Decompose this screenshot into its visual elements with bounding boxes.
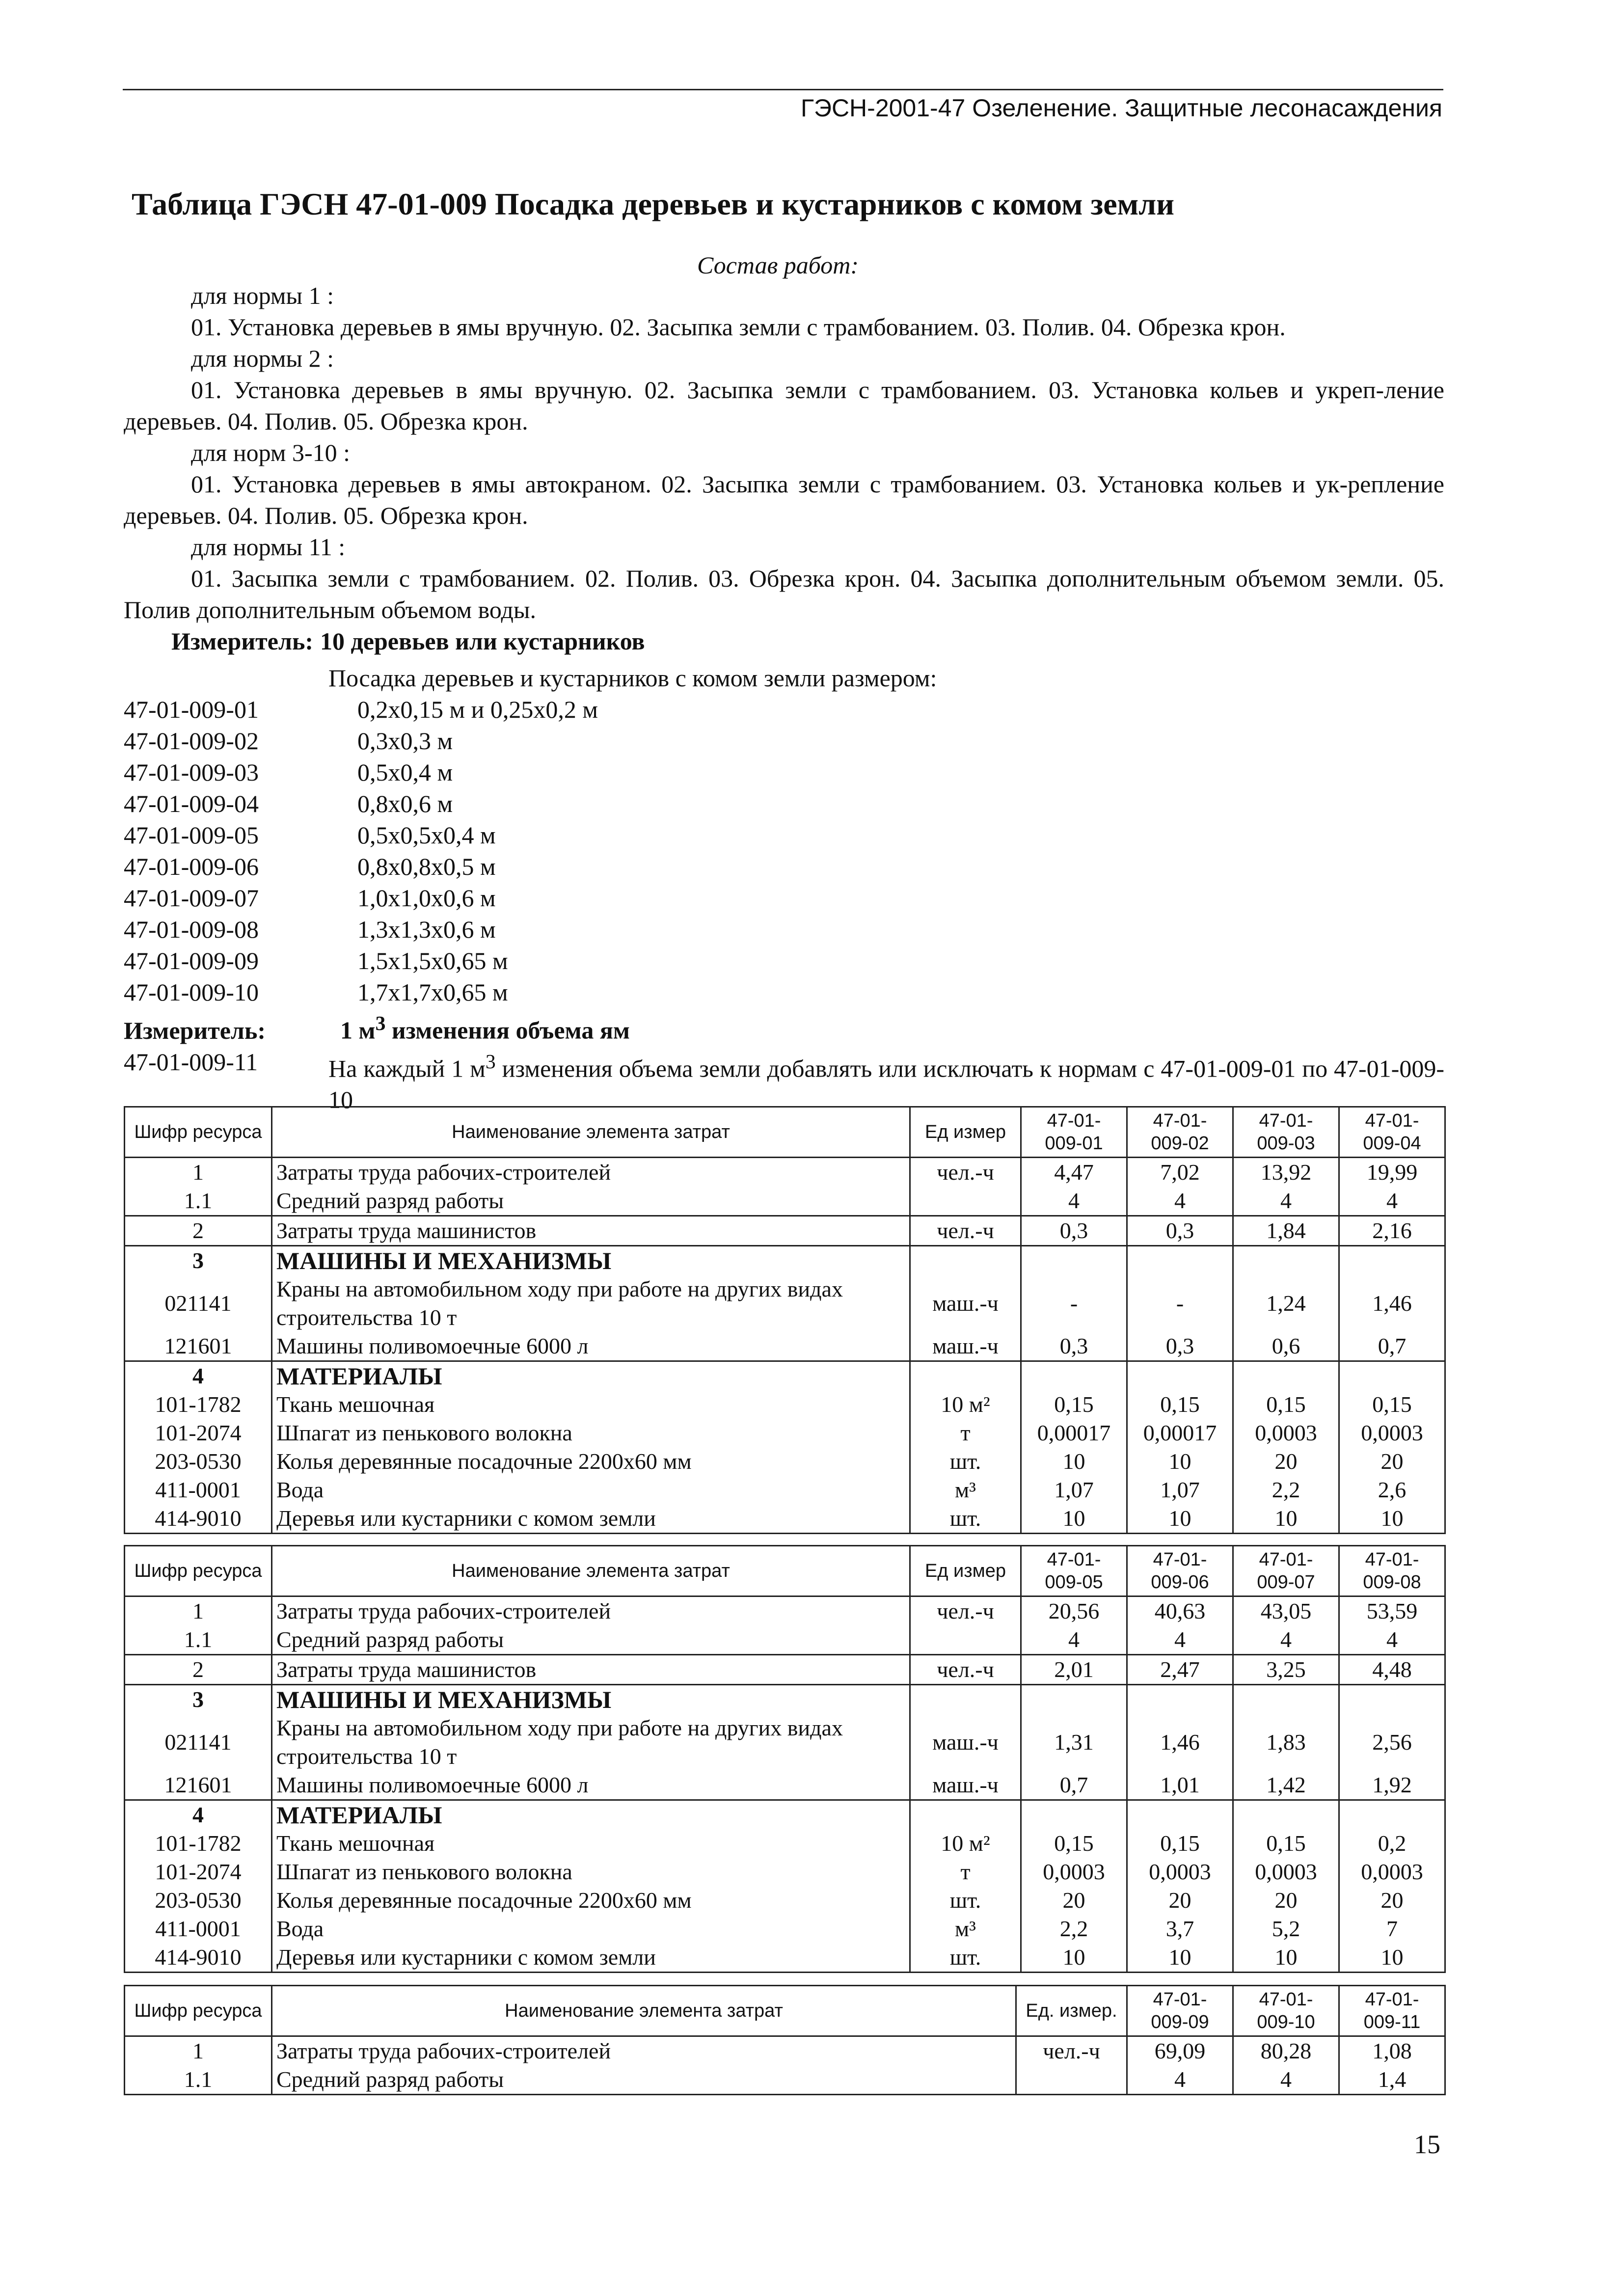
norm-value: 3,7 bbox=[1127, 1915, 1233, 1943]
unit: шт. bbox=[910, 1504, 1021, 1534]
norm-value: 0,0003 bbox=[1021, 1858, 1127, 1886]
cost-element-name: Ткань мешочная bbox=[272, 1390, 910, 1419]
norm-code: 47-01-009-01 bbox=[124, 696, 259, 723]
norm-value: 20 bbox=[1339, 1886, 1445, 1915]
cost-element-name: Колья деревянные посадочные 2200х60 мм bbox=[272, 1886, 910, 1915]
norm-value bbox=[1233, 1800, 1339, 1830]
norm-value: 20,56 bbox=[1021, 1596, 1127, 1626]
unit bbox=[910, 1246, 1021, 1275]
cost-element-name: МАШИНЫ И МЕХАНИЗМЫ bbox=[272, 1246, 910, 1275]
norm-value: 10 bbox=[1127, 1943, 1233, 1973]
unit: 10 м² bbox=[910, 1390, 1021, 1419]
norm-code: 47-01-009-02 bbox=[124, 727, 259, 755]
unit: т bbox=[910, 1419, 1021, 1447]
norm-value: 10 bbox=[1339, 1943, 1445, 1973]
norm-value bbox=[1339, 1685, 1445, 1714]
norm-value: 69,09 bbox=[1127, 2036, 1233, 2066]
works-description: 01. Установка деревьев в ямы вручную. 02. Засыпка земли с трамбованием. 03. Полив. 04. Обрезка крон. bbox=[191, 313, 1286, 341]
table-row bbox=[125, 1886, 1445, 1915]
norm-value: 20 bbox=[1233, 1886, 1339, 1915]
norm-value: 0,7 bbox=[1021, 1771, 1127, 1800]
norm-value: 0,7 bbox=[1339, 1332, 1445, 1361]
table-row bbox=[125, 1596, 1445, 1626]
resource-code: 101-1782 bbox=[125, 1829, 272, 1858]
header-resource-code: Шифр ресурса bbox=[125, 1546, 272, 1596]
header-norm-code: 47-01- 009-07 bbox=[1233, 1546, 1339, 1596]
norm-value bbox=[1233, 1246, 1339, 1275]
norm-value: 4 bbox=[1127, 1187, 1233, 1216]
norm-value bbox=[1339, 1800, 1445, 1830]
table-row bbox=[125, 1275, 1445, 1332]
cost-element-name: Затраты труда рабочих-строителей bbox=[272, 1158, 910, 1187]
table-row bbox=[125, 1771, 1445, 1800]
norm-value bbox=[1021, 1361, 1127, 1391]
resource-code: 4 bbox=[125, 1361, 272, 1391]
header-unit: Ед. измер. bbox=[1016, 1986, 1127, 2036]
cost-element-name: Шпагат из пенькового волокна bbox=[272, 1419, 910, 1447]
norm-size: 0,3х0,3 м bbox=[357, 727, 453, 755]
cost-element-name: Деревья или кустарники с комом земли bbox=[272, 1943, 910, 1973]
cost-element-name: Средний разряд работы bbox=[272, 1625, 910, 1655]
norm-value: 4 bbox=[1233, 1187, 1339, 1216]
unit bbox=[910, 1361, 1021, 1391]
table-row bbox=[125, 2065, 1445, 2095]
header-norm-code: 47-01- 009-02 bbox=[1127, 1107, 1233, 1158]
note-text-rest: изменения объема земли добавлять или исключать к нормам с 47-01-009-01 по 47-01-009-10 bbox=[328, 1055, 1444, 1114]
table-header-row bbox=[125, 1986, 1445, 2036]
unit bbox=[910, 1187, 1021, 1216]
cost-element-name: Вода bbox=[272, 1476, 910, 1504]
header-norm-code: 47-01- 009-01 bbox=[1021, 1107, 1127, 1158]
table-row bbox=[125, 1158, 1445, 1187]
norm-value: 20 bbox=[1021, 1886, 1127, 1915]
table-row bbox=[125, 1915, 1445, 1943]
table-row bbox=[125, 2036, 1445, 2066]
code-row bbox=[124, 882, 1444, 914]
table-row bbox=[125, 1655, 1445, 1685]
norm-code: 47-01-009-05 bbox=[124, 821, 259, 849]
resource-table-1 bbox=[124, 1106, 1446, 1534]
resource-code: 021141 bbox=[125, 1714, 272, 1771]
superscript: 3 bbox=[485, 1050, 496, 1073]
code-row bbox=[124, 725, 1444, 757]
resource-code: 4 bbox=[125, 1800, 272, 1830]
norm-value: 4 bbox=[1127, 1625, 1233, 1655]
resource-table-3 bbox=[124, 1985, 1446, 2095]
norm-value: 0,2 bbox=[1339, 1829, 1445, 1858]
code-row bbox=[124, 819, 1444, 851]
header-norm-code: 47-01- 009-06 bbox=[1127, 1546, 1233, 1596]
norm-value: 20 bbox=[1233, 1447, 1339, 1476]
table-row bbox=[125, 1829, 1445, 1858]
norm-value: 0,0003 bbox=[1339, 1419, 1445, 1447]
norm-label: для нормы 1 : bbox=[191, 282, 334, 309]
cost-element-name: Затраты труда машинистов bbox=[272, 1655, 910, 1685]
table-header-row bbox=[125, 1546, 1445, 1596]
norm-value bbox=[1233, 1685, 1339, 1714]
norm-value: 19,99 bbox=[1339, 1158, 1445, 1187]
norm-size: 0,8х0,6 м bbox=[357, 790, 453, 817]
norm-label: для нормы 11 : bbox=[191, 533, 346, 561]
code-row bbox=[124, 851, 1444, 882]
resource-code: 414-9010 bbox=[125, 1943, 272, 1973]
table-row bbox=[125, 1332, 1445, 1361]
unit: 10 м² bbox=[910, 1829, 1021, 1858]
unit: чел.-ч bbox=[910, 1596, 1021, 1626]
unit: чел.-ч bbox=[1016, 2036, 1127, 2066]
norm-code: 47-01-009-07 bbox=[124, 884, 259, 912]
norm-value bbox=[1021, 1685, 1127, 1714]
norm-value: 10 bbox=[1233, 1504, 1339, 1534]
cost-element-name: Вода bbox=[272, 1915, 910, 1943]
resource-table-2 bbox=[124, 1545, 1446, 1973]
header-cost-element: Наименование элемента затрат bbox=[272, 1107, 910, 1158]
norm-value: 7,02 bbox=[1127, 1158, 1233, 1187]
header-norm-code: 47-01- 009-11 bbox=[1339, 1986, 1445, 2036]
resource-code: 1.1 bbox=[125, 1625, 272, 1655]
unit: м³ bbox=[910, 1915, 1021, 1943]
norm-value: 5,2 bbox=[1233, 1915, 1339, 1943]
meter-line bbox=[124, 625, 1444, 657]
meter-value-rest: изменения объема ям bbox=[385, 1016, 630, 1044]
norm-value: 2,16 bbox=[1339, 1216, 1445, 1246]
works-description: 01. Установка деревьев в ямы автокраном. 02. Засыпка земли с трамбованием. 03. Установка кольев и ук-репление деревьев. 04. Полив. 05. Обрезка крон. bbox=[124, 470, 1444, 529]
norm-value: 1,92 bbox=[1339, 1771, 1445, 1800]
norm-value: 53,59 bbox=[1339, 1596, 1445, 1626]
resource-code: 1 bbox=[125, 1158, 272, 1187]
cost-element-name: Машины поливомоечные 6000 л bbox=[272, 1771, 910, 1800]
unit: чел.-ч bbox=[910, 1158, 1021, 1187]
table-row bbox=[125, 1246, 1445, 1275]
meter-label: Измеритель: bbox=[171, 627, 314, 655]
table-row bbox=[125, 1685, 1445, 1714]
norm-value: 0,0003 bbox=[1233, 1419, 1339, 1447]
cost-element-name: Затраты труда машинистов bbox=[272, 1216, 910, 1246]
unit: т bbox=[910, 1858, 1021, 1886]
norm-value: 20 bbox=[1127, 1886, 1233, 1915]
norm-size: 0,5х0,5х0,4 м bbox=[357, 821, 496, 849]
norm-value: 4 bbox=[1339, 1625, 1445, 1655]
table-row bbox=[125, 1943, 1445, 1973]
norm-value: 10 bbox=[1127, 1504, 1233, 1534]
norm-label: для норм 3-10 : bbox=[191, 439, 351, 466]
unit: маш.-ч bbox=[910, 1332, 1021, 1361]
norm-value: 4,48 bbox=[1339, 1655, 1445, 1685]
table-row bbox=[125, 1390, 1445, 1419]
resource-code: 203-0530 bbox=[125, 1447, 272, 1476]
works-description: 01. Установка деревьев в ямы вручную. 02. Засыпка земли с трамбованием. 03. Установка кольев и укреп-ление деревьев. 04. Полив. 05. Обрезка крон. bbox=[124, 376, 1444, 435]
header-unit: Ед измер bbox=[910, 1107, 1021, 1158]
norm-value: 4 bbox=[1021, 1625, 1127, 1655]
norm-code: 47-01-009-04 bbox=[124, 790, 259, 817]
norm-value: 10 bbox=[1021, 1447, 1127, 1476]
norm-value: 1,42 bbox=[1233, 1771, 1339, 1800]
unit: шт. bbox=[910, 1447, 1021, 1476]
code-row bbox=[124, 694, 1444, 725]
header-cost-element: Наименование элемента затрат bbox=[272, 1986, 1016, 2036]
norm-value bbox=[1339, 1246, 1445, 1275]
norm-value bbox=[1127, 1361, 1233, 1391]
unit: шт. bbox=[910, 1886, 1021, 1915]
table-header-row bbox=[125, 1107, 1445, 1158]
norm-value: 2,6 bbox=[1339, 1476, 1445, 1504]
norm-value: 0,3 bbox=[1127, 1216, 1233, 1246]
norm-value: 0,15 bbox=[1021, 1390, 1127, 1419]
norm-value: 0,15 bbox=[1021, 1829, 1127, 1858]
norm-value: 2,56 bbox=[1339, 1714, 1445, 1771]
norm-label: для нормы 2 : bbox=[191, 345, 334, 372]
header-rule bbox=[123, 89, 1443, 90]
norm-value: 2,2 bbox=[1021, 1915, 1127, 1943]
norm-value: 10 bbox=[1127, 1447, 1233, 1476]
header-norm-code: 47-01- 009-10 bbox=[1233, 1986, 1339, 2036]
resource-code: 101-2074 bbox=[125, 1858, 272, 1886]
norm-value: 0,00017 bbox=[1127, 1419, 1233, 1447]
norm-value: 4 bbox=[1339, 1187, 1445, 1216]
norm-value: 0,15 bbox=[1233, 1829, 1339, 1858]
norm-value: 1,46 bbox=[1339, 1275, 1445, 1332]
resource-code: 3 bbox=[125, 1246, 272, 1275]
table-row bbox=[125, 1476, 1445, 1504]
norm-code: 47-01-009-03 bbox=[124, 758, 259, 786]
codes-intro: Посадка деревьев и кустарников с комом земли размером: bbox=[328, 664, 937, 692]
norm-value: 1,83 bbox=[1233, 1714, 1339, 1771]
header-resource-code: Шифр ресурса bbox=[125, 1107, 272, 1158]
header-norm-code: 47-01- 009-08 bbox=[1339, 1546, 1445, 1596]
table-row bbox=[125, 1625, 1445, 1655]
header-cost-element: Наименование элемента затрат bbox=[272, 1546, 910, 1596]
table-row bbox=[125, 1187, 1445, 1216]
unit bbox=[1016, 2065, 1127, 2095]
norm-value: 7 bbox=[1339, 1915, 1445, 1943]
norm-value: 10 bbox=[1021, 1943, 1127, 1973]
cost-element-name: МАТЕРИАЛЫ bbox=[272, 1800, 910, 1830]
norm-size: 1,3х1,3х0,6 м bbox=[357, 916, 496, 943]
note-row bbox=[124, 1046, 1444, 1116]
norm-value: 1,24 bbox=[1233, 1275, 1339, 1332]
cost-element-name: Краны на автомобильном ходу при работе на других видах строительства 10 т bbox=[272, 1275, 910, 1332]
header-norm-code: 47-01- 009-04 bbox=[1339, 1107, 1445, 1158]
unit: м³ bbox=[910, 1476, 1021, 1504]
page-number: 15 bbox=[1414, 2130, 1440, 2159]
norm-size: 1,0х1,0х0,6 м bbox=[357, 884, 496, 912]
norm-size: 0,2х0,15 м и 0,25х0,2 м bbox=[357, 696, 598, 723]
cost-element-name: Ткань мешочная bbox=[272, 1829, 910, 1858]
unit: чел.-ч bbox=[910, 1216, 1021, 1246]
table-row bbox=[125, 1504, 1445, 1534]
norm-value: 0,0003 bbox=[1233, 1858, 1339, 1886]
table-row bbox=[125, 1361, 1445, 1391]
table-row bbox=[125, 1216, 1445, 1246]
code-row bbox=[124, 976, 1444, 1008]
resource-code: 414-9010 bbox=[125, 1504, 272, 1534]
resource-code: 2 bbox=[125, 1655, 272, 1685]
page-title: Таблица ГЭСН 47-01-009 Посадка деревьев и кустарников с комом земли bbox=[132, 187, 1174, 221]
norm-value: 0,15 bbox=[1339, 1390, 1445, 1419]
norm-value: 3,25 bbox=[1233, 1655, 1339, 1685]
norm-value: 80,28 bbox=[1233, 2036, 1339, 2066]
norm-value: 1,01 bbox=[1127, 1771, 1233, 1800]
note-text bbox=[328, 1046, 1444, 1116]
norm-code-list bbox=[124, 662, 1444, 1115]
resource-code: 3 bbox=[125, 1685, 272, 1714]
meter-line-volume bbox=[124, 1008, 1444, 1046]
norm-value: 1,08 bbox=[1339, 2036, 1445, 2066]
cost-element-name: Машины поливомоечные 6000 л bbox=[272, 1332, 910, 1361]
norm-value: - bbox=[1127, 1275, 1233, 1332]
header-norm-code: 47-01- 009-05 bbox=[1021, 1546, 1127, 1596]
code-row bbox=[124, 945, 1444, 976]
unit: шт. bbox=[910, 1943, 1021, 1973]
code-row bbox=[124, 757, 1444, 788]
meter-label: Измеритель: bbox=[124, 1016, 266, 1044]
norm-value bbox=[1127, 1800, 1233, 1830]
unit bbox=[910, 1800, 1021, 1830]
norm-value: 1,07 bbox=[1127, 1476, 1233, 1504]
norm-value bbox=[1339, 1361, 1445, 1391]
cost-element-name: Средний разряд работы bbox=[272, 1187, 910, 1216]
note-text-start: На каждый 1 м bbox=[328, 1055, 486, 1082]
header-norm-code: 47-01- 009-09 bbox=[1127, 1986, 1233, 2036]
norm-value: 0,6 bbox=[1233, 1332, 1339, 1361]
header-norm-code: 47-01- 009-03 bbox=[1233, 1107, 1339, 1158]
unit: маш.-ч bbox=[910, 1771, 1021, 1800]
norm-value bbox=[1233, 1361, 1339, 1391]
cost-element-name: Затраты труда рабочих-строителей bbox=[272, 2036, 1016, 2066]
resource-code: 1 bbox=[125, 1596, 272, 1626]
norm-value: 2,47 bbox=[1127, 1655, 1233, 1685]
unit: маш.-ч bbox=[910, 1714, 1021, 1771]
norm-code: 47-01-009-09 bbox=[124, 947, 259, 974]
norm-value: 1,31 bbox=[1021, 1714, 1127, 1771]
norm-value: 4 bbox=[1233, 1625, 1339, 1655]
unit: чел.-ч bbox=[910, 1655, 1021, 1685]
resource-code: 2 bbox=[125, 1216, 272, 1246]
composition-heading: Состав работ: bbox=[697, 251, 859, 279]
unit: маш.-ч bbox=[910, 1275, 1021, 1332]
table-row bbox=[125, 1419, 1445, 1447]
resource-code: 1 bbox=[125, 2036, 272, 2066]
norm-value: 4 bbox=[1021, 1187, 1127, 1216]
norm-size: 1,7х1,7х0,65 м bbox=[357, 978, 508, 1006]
unit bbox=[910, 1625, 1021, 1655]
norm-size: 0,5х0,4 м bbox=[357, 758, 453, 786]
norm-value: 10 bbox=[1021, 1504, 1127, 1534]
norm-value: 0,0003 bbox=[1339, 1858, 1445, 1886]
code-row bbox=[124, 914, 1444, 945]
resource-code: 1.1 bbox=[125, 1187, 272, 1216]
norm-value: 40,63 bbox=[1127, 1596, 1233, 1626]
header-resource-code: Шифр ресурса bbox=[125, 1986, 272, 2036]
norm-value: 1,4 bbox=[1339, 2065, 1445, 2095]
cost-element-name: Краны на автомобильном ходу при работе на других видах строительства 10 т bbox=[272, 1714, 910, 1771]
works-description: 01. Засыпка земли с трамбованием. 02. Полив. 03. Обрезка крон. 04. Засыпка дополнительным объемом земли. 05. Полив дополнительным объемом воды. bbox=[124, 565, 1444, 623]
cost-element-name: Шпагат из пенькового волокна bbox=[272, 1858, 910, 1886]
norm-code: 47-01-009-08 bbox=[124, 916, 259, 943]
table-row bbox=[125, 1447, 1445, 1476]
norm-code: 47-01-009-11 bbox=[124, 1048, 258, 1076]
norm-value: 10 bbox=[1339, 1504, 1445, 1534]
norm-value bbox=[1127, 1685, 1233, 1714]
cost-element-name: МАШИНЫ И МЕХАНИЗМЫ bbox=[272, 1685, 910, 1714]
composition-of-works bbox=[124, 280, 1444, 657]
cost-element-name: МАТЕРИАЛЫ bbox=[272, 1361, 910, 1391]
norm-value: 13,92 bbox=[1233, 1158, 1339, 1187]
resource-code: 203-0530 bbox=[125, 1886, 272, 1915]
norm-code: 47-01-009-10 bbox=[124, 978, 259, 1006]
header-unit: Ед измер bbox=[910, 1546, 1021, 1596]
meter-value: 10 деревьев или кустарников bbox=[320, 627, 645, 655]
table-row bbox=[125, 1858, 1445, 1886]
norm-value: 2,01 bbox=[1021, 1655, 1127, 1685]
norm-value: - bbox=[1021, 1275, 1127, 1332]
code-row bbox=[124, 788, 1444, 819]
norm-value bbox=[1021, 1800, 1127, 1830]
norm-size: 1,5х1,5х0,65 м bbox=[357, 947, 508, 974]
cost-element-name: Деревья или кустарники с комом земли bbox=[272, 1504, 910, 1534]
norm-value: 0,15 bbox=[1233, 1390, 1339, 1419]
norm-value: 1,07 bbox=[1021, 1476, 1127, 1504]
norm-value: 0,15 bbox=[1127, 1829, 1233, 1858]
resource-code: 121601 bbox=[125, 1771, 272, 1800]
resource-code: 411-0001 bbox=[125, 1476, 272, 1504]
table-row bbox=[125, 1714, 1445, 1771]
resource-code: 121601 bbox=[125, 1332, 272, 1361]
norm-value: 4 bbox=[1233, 2065, 1339, 2095]
norm-value: 1,84 bbox=[1233, 1216, 1339, 1246]
norm-value: 0,3 bbox=[1021, 1216, 1127, 1246]
meter-value: 1 м bbox=[340, 1016, 376, 1044]
resource-code: 021141 bbox=[125, 1275, 272, 1332]
norm-value: 43,05 bbox=[1233, 1596, 1339, 1626]
norm-value: 0,3 bbox=[1021, 1332, 1127, 1361]
norm-value: 0,0003 bbox=[1127, 1858, 1233, 1886]
norm-value: 0,00017 bbox=[1021, 1419, 1127, 1447]
table-row bbox=[125, 1800, 1445, 1830]
norm-value: 10 bbox=[1233, 1943, 1339, 1973]
resource-code: 101-1782 bbox=[125, 1390, 272, 1419]
resource-code: 1.1 bbox=[125, 2065, 272, 2095]
resource-code: 411-0001 bbox=[125, 1915, 272, 1943]
cost-element-name: Колья деревянные посадочные 2200х60 мм bbox=[272, 1447, 910, 1476]
cost-element-name: Средний разряд работы bbox=[272, 2065, 1016, 2095]
norm-value: 4,47 bbox=[1021, 1158, 1127, 1187]
norm-code: 47-01-009-06 bbox=[124, 853, 259, 880]
cost-element-name: Затраты труда рабочих-строителей bbox=[272, 1596, 910, 1626]
norm-value bbox=[1021, 1246, 1127, 1275]
unit bbox=[910, 1685, 1021, 1714]
norm-value: 0,15 bbox=[1127, 1390, 1233, 1419]
norm-value: 4 bbox=[1127, 2065, 1233, 2095]
resource-code: 101-2074 bbox=[125, 1419, 272, 1447]
norm-value: 0,3 bbox=[1127, 1332, 1233, 1361]
superscript: 3 bbox=[375, 1012, 386, 1035]
norm-size: 0,8х0,8х0,5 м bbox=[357, 853, 496, 880]
norm-value: 2,2 bbox=[1233, 1476, 1339, 1504]
norm-value: 1,46 bbox=[1127, 1714, 1233, 1771]
norm-value bbox=[1127, 1246, 1233, 1275]
norm-value: 20 bbox=[1339, 1447, 1445, 1476]
running-header: ГЭСН-2001-47 Озеленение. Защитные лесонасаждения bbox=[800, 94, 1442, 122]
